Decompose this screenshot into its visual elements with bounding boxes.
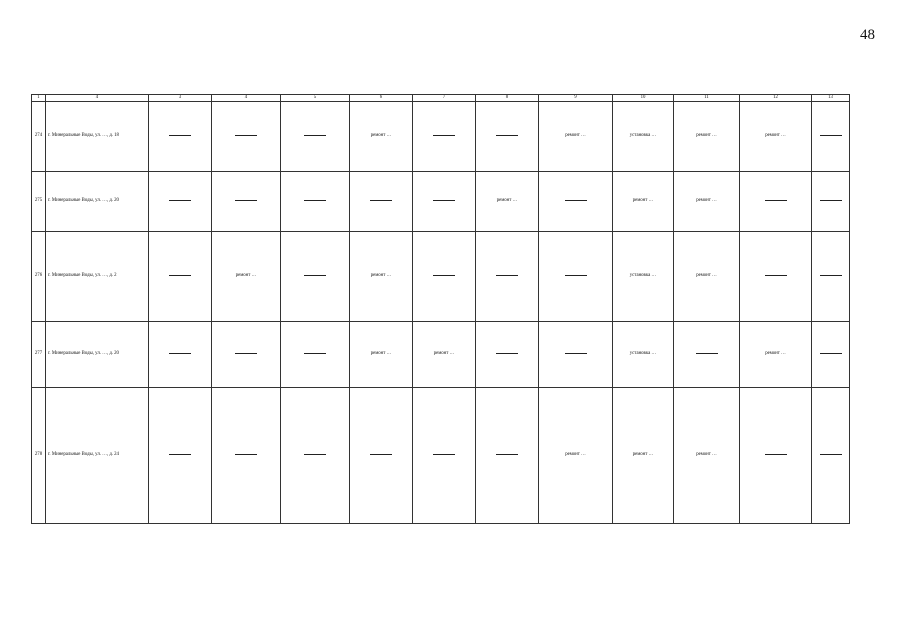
empty-dash xyxy=(565,200,587,201)
table-cell xyxy=(350,387,413,523)
column-number: 8 xyxy=(476,95,539,102)
table-cell xyxy=(740,231,812,321)
table-cell xyxy=(812,231,850,321)
table-cell xyxy=(212,171,281,231)
table-cell xyxy=(149,387,212,523)
table-cell: установка … xyxy=(613,321,674,387)
table-cell xyxy=(149,231,212,321)
table-cell xyxy=(281,387,350,523)
address-cell: г. Минеральные Воды, ул. …, д. 20 xyxy=(46,171,149,231)
table-cell: ремонт … xyxy=(613,171,674,231)
table-cell: ремонт … xyxy=(674,231,740,321)
table-cell xyxy=(413,101,476,171)
empty-dash xyxy=(765,200,787,201)
empty-dash xyxy=(235,135,257,136)
empty-dash xyxy=(496,135,518,136)
table-cell xyxy=(281,171,350,231)
page-number: 48 xyxy=(860,27,875,43)
table-cell xyxy=(413,171,476,231)
column-number: 11 xyxy=(674,95,740,102)
empty-dash xyxy=(765,454,787,455)
table-cell: ремонт … xyxy=(613,387,674,523)
empty-dash xyxy=(304,454,326,455)
address-cell: г. Минеральные Воды, ул. …, д. 18 xyxy=(46,101,149,171)
table-cell xyxy=(149,321,212,387)
empty-dash xyxy=(235,353,257,354)
column-number-row xyxy=(32,95,850,102)
table-cell xyxy=(212,321,281,387)
table-cell xyxy=(539,321,613,387)
table-cell xyxy=(212,101,281,171)
table-cell xyxy=(812,387,850,523)
column-number: 7 xyxy=(413,95,476,102)
empty-dash xyxy=(169,275,191,276)
row-number: 276 xyxy=(32,231,46,321)
table-cell: ремонт … xyxy=(539,101,613,171)
empty-dash xyxy=(565,275,587,276)
table-cell: ремонт … xyxy=(350,231,413,321)
address-cell: г. Минеральные Воды, ул. …, д. 2 xyxy=(46,231,149,321)
table-cell xyxy=(281,101,350,171)
empty-dash xyxy=(565,353,587,354)
table-cell xyxy=(812,101,850,171)
row-number: 274 xyxy=(32,101,46,171)
address-cell: г. Минеральные Воды, ул. …, д. 24 xyxy=(46,387,149,523)
table-cell xyxy=(812,171,850,231)
column-number: 4 xyxy=(212,95,281,102)
empty-dash xyxy=(169,135,191,136)
table-cell: ремонт … xyxy=(539,387,613,523)
table-row xyxy=(32,231,850,321)
table-cell xyxy=(476,231,539,321)
table-row xyxy=(32,171,850,231)
empty-dash xyxy=(820,353,842,354)
row-number: 278 xyxy=(32,387,46,523)
column-number: 5 xyxy=(281,95,350,102)
empty-dash xyxy=(496,353,518,354)
table-cell: ремонт … xyxy=(413,321,476,387)
table-cell xyxy=(413,387,476,523)
table-cell xyxy=(413,231,476,321)
column-number: 1 xyxy=(32,95,46,102)
table-row xyxy=(32,101,850,171)
table-cell xyxy=(149,101,212,171)
table-cell: ремонт … xyxy=(212,231,281,321)
column-number: 12 xyxy=(740,95,812,102)
column-number: 4 xyxy=(46,95,149,102)
table-row xyxy=(32,321,850,387)
column-number: 10 xyxy=(613,95,674,102)
column-number: 9 xyxy=(539,95,613,102)
empty-dash xyxy=(304,353,326,354)
empty-dash xyxy=(304,135,326,136)
empty-dash xyxy=(169,353,191,354)
table-cell: ремонт … xyxy=(350,101,413,171)
table-cell: установка … xyxy=(613,101,674,171)
empty-dash xyxy=(433,454,455,455)
empty-dash xyxy=(304,275,326,276)
empty-dash xyxy=(235,200,257,201)
table-cell xyxy=(740,387,812,523)
row-number: 275 xyxy=(32,171,46,231)
table-cell xyxy=(539,171,613,231)
table-cell: ремонт … xyxy=(740,101,812,171)
table-cell: ремонт … xyxy=(740,321,812,387)
table-cell xyxy=(476,387,539,523)
table-cell: ремонт … xyxy=(674,387,740,523)
empty-dash xyxy=(370,200,392,201)
table-cell xyxy=(674,321,740,387)
column-number: 3 xyxy=(149,95,212,102)
empty-dash xyxy=(169,200,191,201)
empty-dash xyxy=(304,200,326,201)
empty-dash xyxy=(370,454,392,455)
empty-dash xyxy=(820,454,842,455)
table-cell xyxy=(812,321,850,387)
table-cell xyxy=(212,387,281,523)
table-cell xyxy=(281,231,350,321)
table-cell xyxy=(281,321,350,387)
column-number: 13 xyxy=(812,95,850,102)
table-cell xyxy=(476,321,539,387)
table-cell xyxy=(149,171,212,231)
table-row xyxy=(32,387,850,523)
empty-dash xyxy=(820,135,842,136)
table-cell: ремонт … xyxy=(350,321,413,387)
table-cell xyxy=(476,101,539,171)
empty-dash xyxy=(696,353,718,354)
empty-dash xyxy=(433,275,455,276)
table-cell xyxy=(740,171,812,231)
table-cell xyxy=(539,231,613,321)
table-cell: ремонт … xyxy=(674,101,740,171)
column-number: 6 xyxy=(350,95,413,102)
table-cell: ремонт … xyxy=(674,171,740,231)
empty-dash xyxy=(820,200,842,201)
table-cell: установка … xyxy=(613,231,674,321)
table-cell: ремонт … xyxy=(476,171,539,231)
empty-dash xyxy=(820,275,842,276)
empty-dash xyxy=(496,454,518,455)
empty-dash xyxy=(235,454,257,455)
row-number: 277 xyxy=(32,321,46,387)
table-cell xyxy=(350,171,413,231)
empty-dash xyxy=(169,454,191,455)
empty-dash xyxy=(496,275,518,276)
empty-dash xyxy=(765,275,787,276)
empty-dash xyxy=(433,135,455,136)
repair-register-table xyxy=(31,94,850,524)
empty-dash xyxy=(433,200,455,201)
address-cell: г. Минеральные Воды, ул. …, д. 20 xyxy=(46,321,149,387)
